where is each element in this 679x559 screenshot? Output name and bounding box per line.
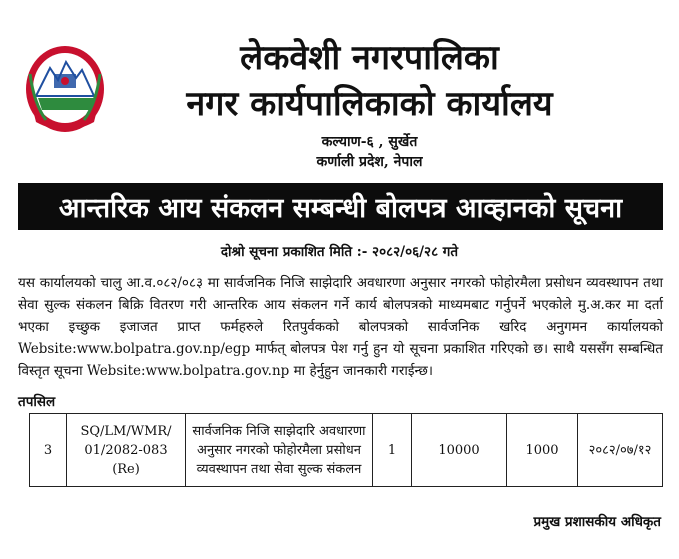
details-heading: तपसिल [18,394,56,410]
published-date: दोश्रो सूचना प्रकाशित मिति :- २०८२/०६/२८ गते [220,244,459,260]
cell-sn: 3 [30,414,67,487]
notice-title: आन्तरिक आय संकलन सम्बन्धी बोलपत्र आव्हानको सूचना [58,193,623,224]
cell-amount: 10000 [412,414,507,487]
cell-quantity: 1 [373,414,412,487]
table-row [30,414,663,487]
municipality-name: लेकवेशी नगरपालिका [240,38,499,78]
notice-body: यस कार्यालयको चालु आ.व.०८२/०८३ मा सार्वजनिक निजि साझेदारि अवधारणा अनुसार नगरको फोहोरमैला प्रसोधन व्यवस्थापन तथा सेवा सुल्क संकलन बिक्रि वितरण गरी आन्तरिक आय संकलन गर्ने कार्य बोलपत्रको माध्यमबाट गर्नुपर्ने भएकोले मु.अ.कर मा दर्ता भएका इच्छुक इजाजत प्राप्त फर्महरुले रितपुर्वकको बोलपत्रको सार्वजनिक खरिद अनुगमन कार्यालयको Website:www.bolpatra.gov.np/egp मार्फत् बोलपत्र पेश गर्नु हुन यो सूचना प्रकाशित गरिएको छ। साथै यससँग सम्बन्धित विस्तृत सूचना Website:www.bolpatra.gov.np मा हेर्नुहुन जानकारी गराईन्छ। [18,275,663,379]
office-name: नगर कार्यपालिकाको कार्यालय [186,84,553,124]
cell-fee: 1000 [507,414,578,487]
notice-title-banner [18,183,663,230]
signature-title: प्रमुख प्रशासकीय अधिकृत [533,514,661,530]
cell-deadline: २०८२/०७/१२ [578,414,663,487]
address-line-1: कल्याण-६ , सुर्खेत [321,134,418,150]
cell-description: सार्वजनिक निजि साझेदारि अवधारणा अनुसार नगरको फोहोरमैला प्रसोधन व्यवस्थापन तथा सेवा सुल्क संकलन [186,414,373,487]
cell-code: SQ/LM/WMR/ 01/2082-083 (Re) [67,414,186,487]
address-line-2: कर्णाली प्रदेश, नेपाल [316,154,423,170]
details-table [29,413,663,487]
